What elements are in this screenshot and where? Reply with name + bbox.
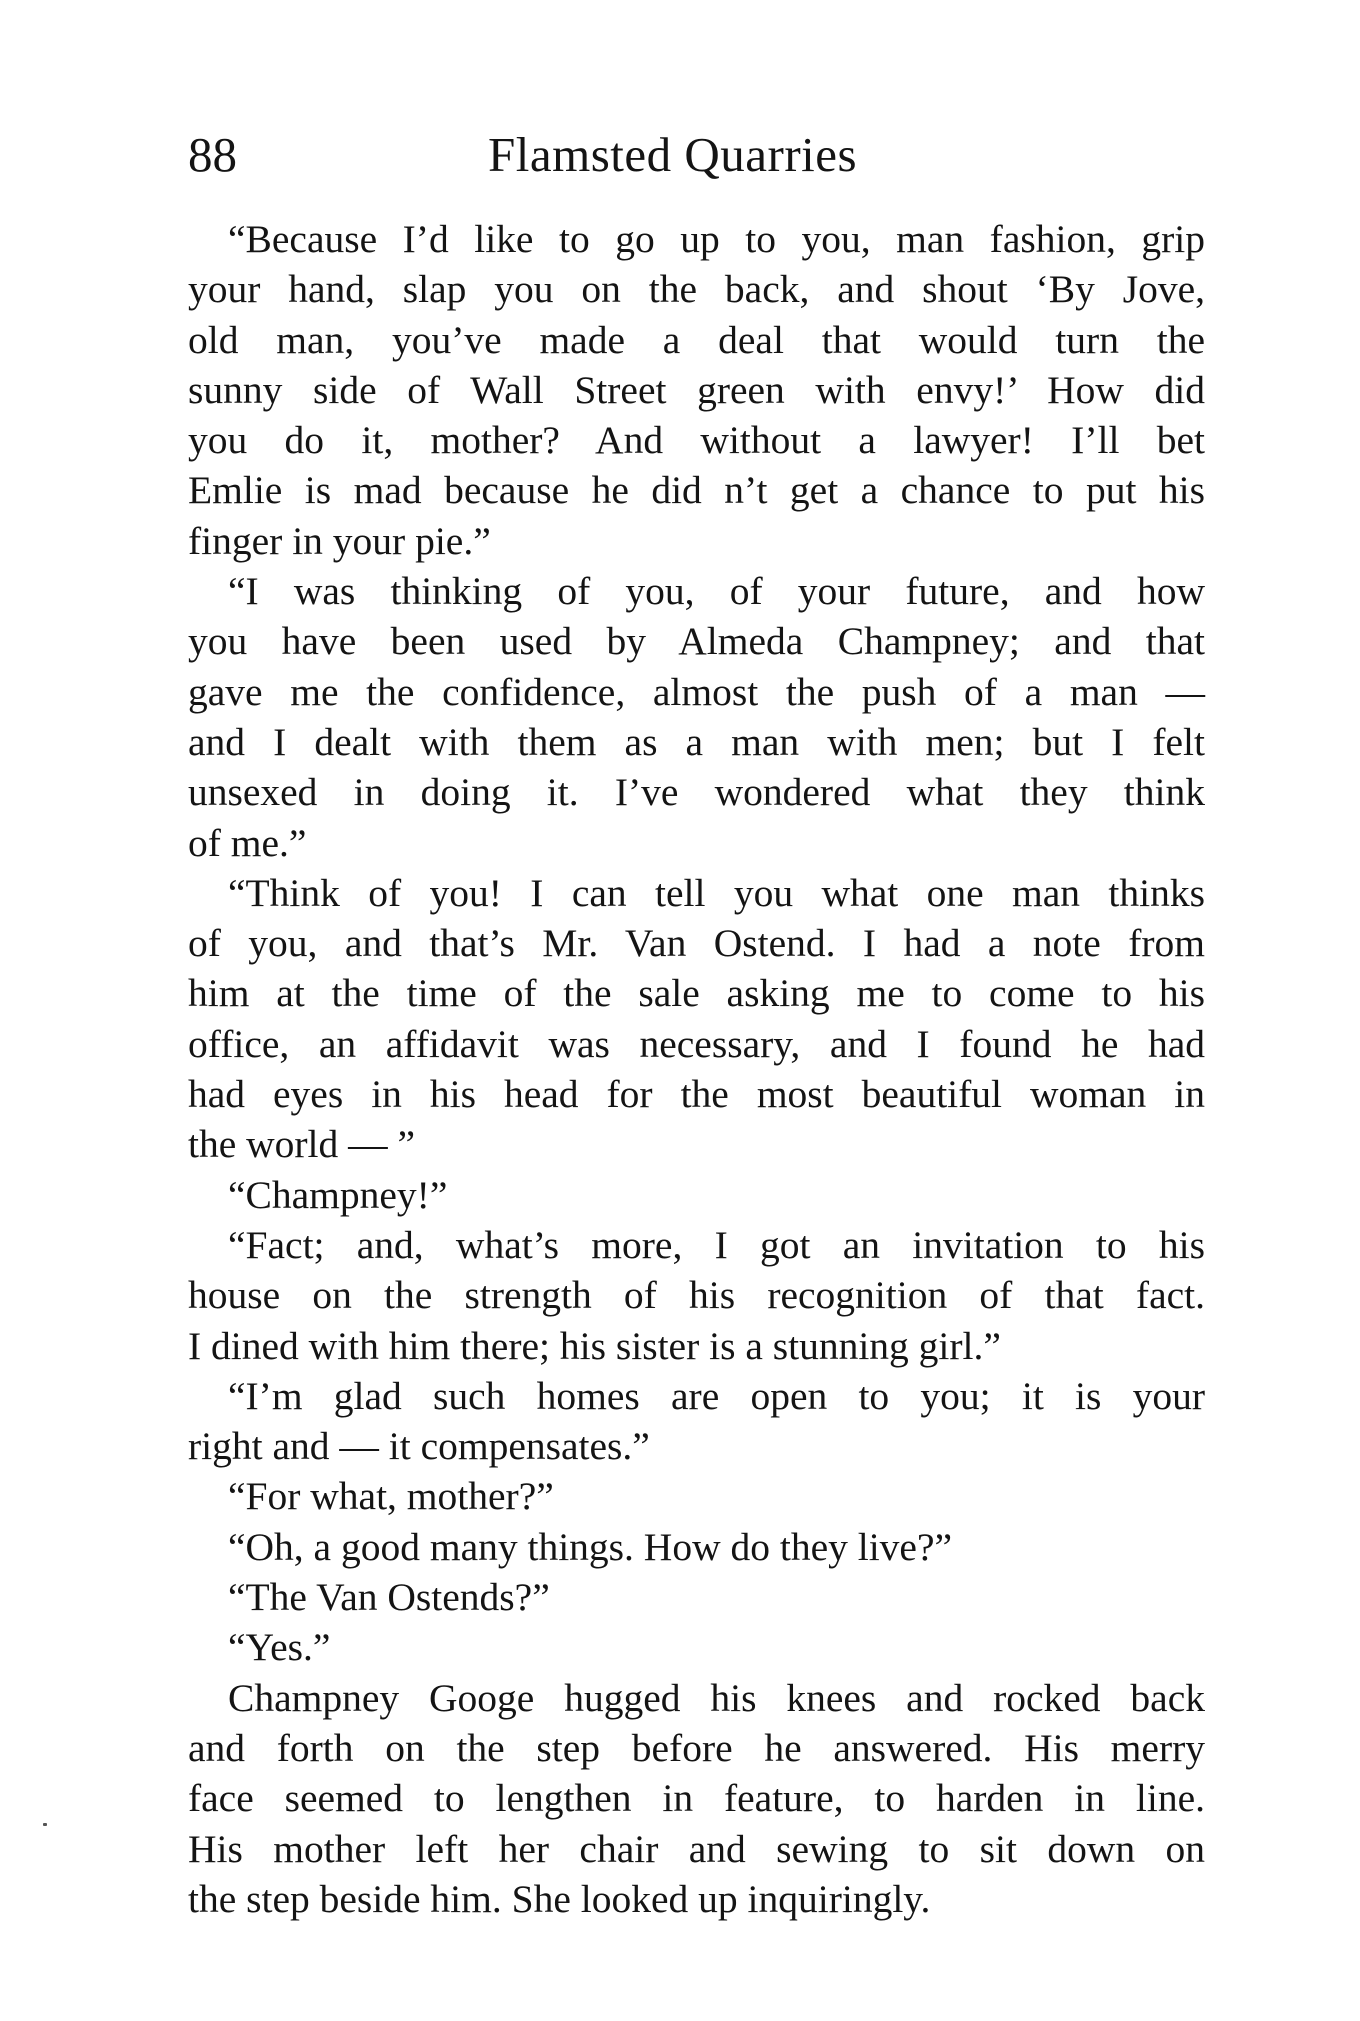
text-line: “Because I’d like to go up to you, man fashion, grip xyxy=(228,217,1205,261)
text-line: him at the time of the sale asking me to come to his xyxy=(188,971,1205,1016)
text-line: His mother left her chair and sewing to sit down on xyxy=(188,1826,1205,1871)
text-line: “Fact; and, what’s more, I got an invitation to his xyxy=(228,1222,1205,1267)
text-line: “Oh, a good many things. How do they live?” xyxy=(228,1524,953,1569)
text-line: Emlie is mad because he did n’t get a chance to put his xyxy=(188,468,1205,513)
text-line: of you, and that’s Mr. Van Ostend. I had a note from xyxy=(188,921,1205,966)
text-line: gave me the confidence, almost the push of a man — xyxy=(188,669,1205,714)
text-line: the step beside him. She looked up inquiringly. xyxy=(188,1876,931,1921)
body-text xyxy=(188,214,1205,1924)
text-line: face seemed to lengthen in feature, to harden in line. xyxy=(188,1776,1205,1821)
text-line: right and — it compensates.” xyxy=(188,1424,650,1469)
text-line: you have been used by Almeda Champney; and that xyxy=(188,619,1205,664)
text-line: “I’m glad such homes are open to you; it is your xyxy=(228,1373,1205,1418)
text-line: finger in your pie.” xyxy=(188,518,491,563)
text-line: Champney Googe hugged his knees and rocked back xyxy=(228,1675,1205,1720)
text-line: the world — ” xyxy=(188,1122,416,1167)
running-title: Flamsted Quarries xyxy=(488,127,858,182)
page-number: 88 xyxy=(188,127,237,182)
running-head xyxy=(188,120,1218,190)
text-line: old man, you’ve made a deal that would turn the xyxy=(188,317,1205,362)
text-line: and I dealt with them as a man with men; but I felt xyxy=(188,719,1205,764)
text-line: “Champney!” xyxy=(228,1172,448,1217)
text-line: “I was thinking of you, of your future, and how xyxy=(228,569,1205,614)
text-line: unsexed in doing it. I’ve wondered what they think xyxy=(188,770,1205,815)
print-speck xyxy=(43,1823,47,1826)
text-line: “Think of you! I can tell you what one man thinks xyxy=(228,870,1205,915)
text-line: and forth on the step before he answered. His merry xyxy=(188,1725,1205,1770)
text-line: had eyes in his head for the most beautiful woman in xyxy=(188,1072,1205,1117)
text-line: “For what, mother?” xyxy=(228,1474,554,1519)
text-line: sunny side of Wall Street green with envy!’ How did xyxy=(188,367,1205,412)
text-line: “The Van Ostends?” xyxy=(228,1575,550,1620)
text-line: of me.” xyxy=(188,820,307,865)
text-line: you do it, mother? And without a lawyer! I’ll bet xyxy=(188,418,1205,463)
text-line: office, an affidavit was necessary, and I found he had xyxy=(188,1021,1205,1066)
text-line: house on the strength of his recognition of that fact. xyxy=(188,1273,1205,1318)
text-line: I dined with him there; his sister is a stunning girl.” xyxy=(188,1323,1001,1368)
text-line: “Yes.” xyxy=(228,1625,331,1670)
text-line: your hand, slap you on the back, and shout ‘By Jove, xyxy=(188,267,1205,312)
